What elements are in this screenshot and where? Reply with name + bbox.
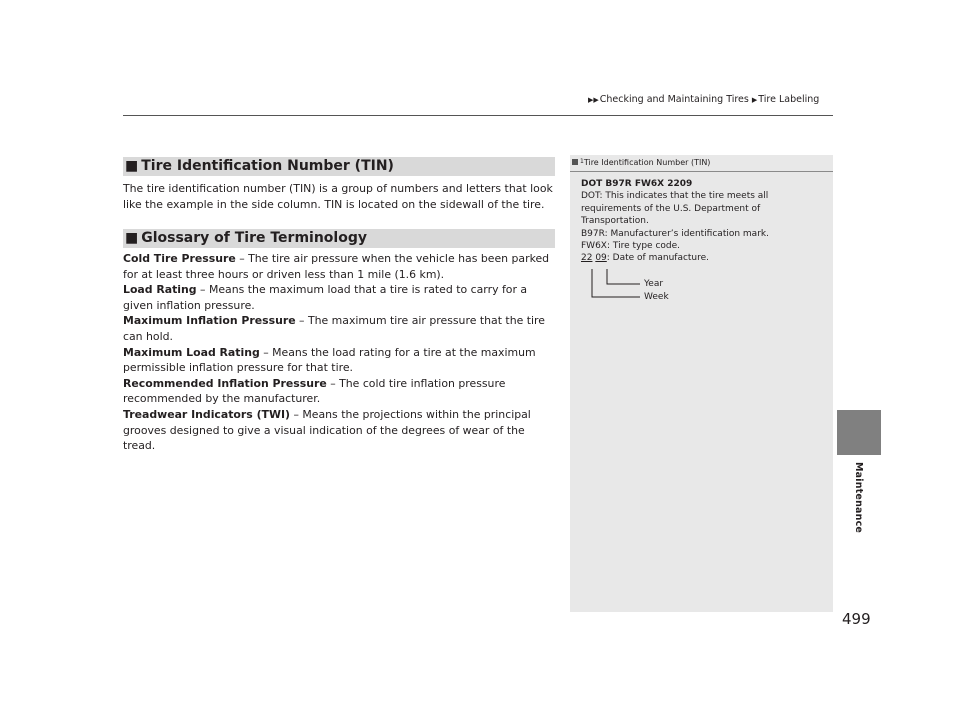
glossary-term: Maximum Load Rating <box>123 345 260 359</box>
side-note-panel <box>570 155 833 612</box>
glossary-entry <box>123 313 555 344</box>
breadcrumb-item-tire-labeling: Tire Labeling <box>758 94 820 105</box>
arrow-right-icon: ▶▶ <box>588 96 599 104</box>
tin-heading <box>123 157 555 176</box>
breadcrumb-item-checking-tires: Checking and Maintaining Tires <box>599 94 749 105</box>
side-note-ref-number: 1 <box>580 158 584 165</box>
glossary-term: Maximum Inflation Pressure <box>123 314 296 328</box>
page-number: 499 <box>842 610 871 628</box>
glossary-entry <box>123 376 555 407</box>
glossary-entry <box>123 282 555 313</box>
side-note-line: DOT: This indicates that the tire meets all requirements of the U.S. Department of Transportation. <box>581 191 769 227</box>
glossary-definition: – Means the load rating for a tire at the maximum permissible inflation pressure for that tire. <box>123 345 536 375</box>
breadcrumb <box>588 94 833 105</box>
section-tab-marker <box>837 410 881 455</box>
square-bullet-icon: ■ <box>125 158 139 174</box>
header-divider <box>123 115 833 116</box>
section-tab-label: Maintenance <box>853 462 864 534</box>
year-label: Year <box>644 279 664 289</box>
glossary-term: Recommended Inflation Pressure <box>123 376 327 390</box>
glossary-term: Treadwear Indicators (TWI) <box>123 407 291 421</box>
glossary-entry <box>123 407 555 454</box>
glossary-entry <box>123 251 555 282</box>
glossary-heading <box>123 229 555 248</box>
arrow-right-icon: ▶ <box>751 96 758 104</box>
glossary-entry <box>123 345 555 376</box>
glossary-list <box>123 251 555 454</box>
tin-example-code: DOT B97R FW6X 2209 <box>581 179 693 189</box>
glossary-definition: – Means the projections within the principal grooves designed to give a visual indication of the degrees of wear of the tread. <box>123 407 531 453</box>
date-week-digits: 22 <box>581 253 593 264</box>
week-label: Week <box>644 292 669 302</box>
tin-paragraph-text: The tire identification number (TIN) is a group of numbers and letters that look like the example in the side column. TIN is located on the sidewall of the tire. <box>123 182 553 211</box>
year-callout-line <box>607 269 640 284</box>
glossary-term: Load Rating <box>123 283 197 297</box>
glossary-definition: – The maximum tire air pressure that the tire can hold. <box>123 314 545 343</box>
glossary-term: Cold Tire Pressure <box>123 252 236 265</box>
glossary-definition: – Means the maximum load that a tire is rated to carry for a given inflation pressure. <box>123 283 528 312</box>
tin-heading-text: Tire Identification Number (TIN) <box>141 158 394 174</box>
date-year-digits: 09 <box>595 253 607 264</box>
tin-paragraph <box>123 181 555 212</box>
date-code-diagram <box>570 155 833 315</box>
square-bullet-icon: ■ <box>125 230 139 246</box>
glossary-heading-text: Glossary of Tire Terminology <box>141 230 367 246</box>
side-note-line: B97R: Manufacturer’s identification mark. <box>581 228 769 239</box>
glossary-definition: – The tire air pressure when the vehicle has been parked for at least three hours or driven less than 1 mile (1.6 km). <box>123 252 550 281</box>
week-callout-line <box>592 269 640 297</box>
date-description: : Date of manufacture. <box>606 253 710 264</box>
glossary-definition: – The cold tire inflation pressure recommended by the manufacturer. <box>123 376 506 406</box>
side-note-title: Tire Identification Number (TIN) <box>583 158 711 167</box>
side-note-line: FW6X: Tire type code. <box>581 241 681 252</box>
